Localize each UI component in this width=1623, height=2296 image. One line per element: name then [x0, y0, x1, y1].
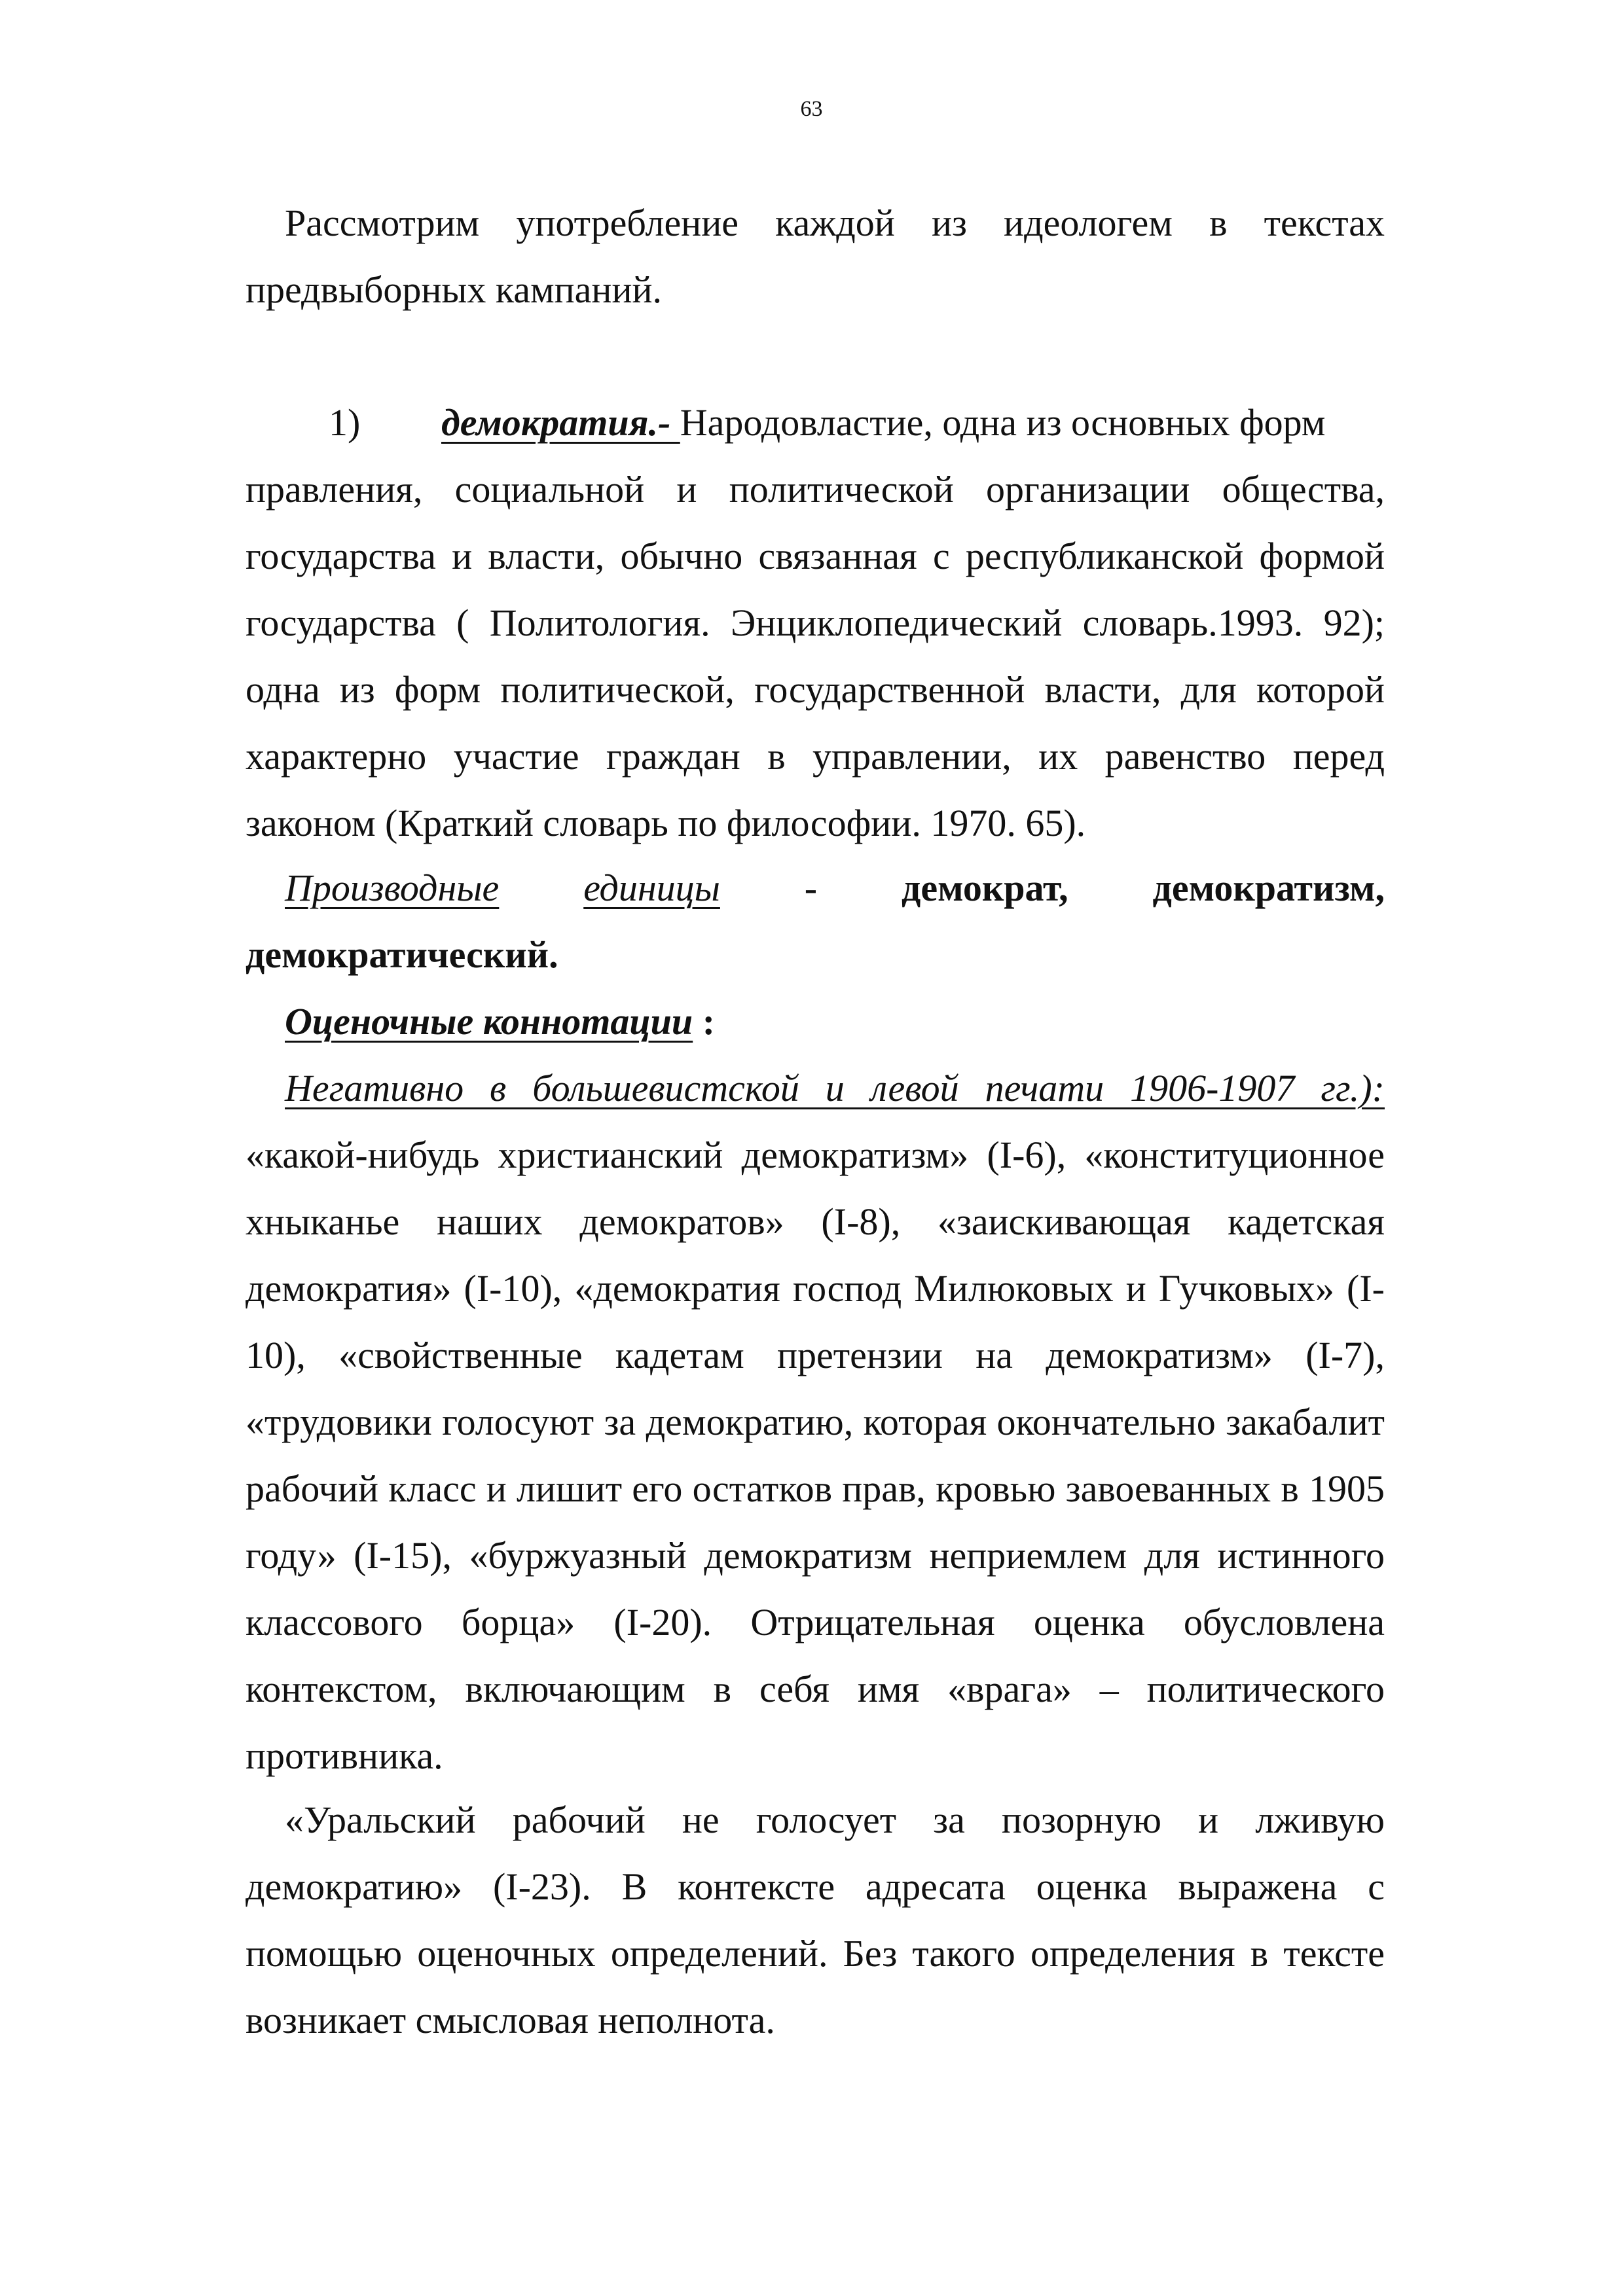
- derivatives-label-word1: Производные: [285, 867, 500, 909]
- closing-paragraph: «Уральский рабочий не голосует за позорную и лживую демократию» (I-23). В контексте адресата оценка выражена с помощью оценочных определений. Без такого определения в тексте возникает смысловая неполнота.: [246, 1799, 1385, 2041]
- derivatives-label-word2: единицы: [583, 867, 720, 909]
- derivatives-dash: -: [804, 867, 818, 909]
- connotations-heading-row: [246, 988, 1385, 1055]
- negative-heading: Негативно в большевистской и левой печати 1906-1907 гг.):: [285, 1067, 1385, 1109]
- derivatives-block: [246, 855, 1385, 988]
- derivative-democratic: демократический.: [246, 933, 558, 976]
- term-democracy: демократия.-: [441, 401, 680, 444]
- connotations-colon: :: [693, 1000, 716, 1043]
- derivative-democratism: демократизм,: [1152, 867, 1385, 909]
- negative-quotes-paragraph: «какой-нибудь христианский демократизм» (I-6), «конституционное хныканье наших демократов» (I-8), «заискивающая кадетская демократия» (I-10), «демократия господ Милюковых и Гучковых» (I-10), «свойственные кадетам претензии на демократизм» (I-7), «трудовики голосуют за демократию, которая окончательно закабалит рабочий класс и лишит его остатков прав, кровью завоеванных в 1905 году» (I-15), «буржуазный демократизм неприемлем для истинного классового борца» (I-20). Отрицательная оценка обусловлена контекстом, включающим в себя имя «врага» – политического противника.: [246, 1134, 1385, 1777]
- list-item-1-header: [329, 389, 1326, 456]
- page-number: 63: [800, 97, 823, 121]
- definition-start: Народовластие, одна из основных форм: [680, 401, 1326, 444]
- list-item-number: 1): [329, 401, 361, 444]
- derivatives-row: [246, 855, 1385, 922]
- intro-paragraph: Рассмотрим употребление каждой из идеологем в текстах предвыборных кампаний.: [246, 202, 1385, 311]
- definition-paragraph: правления, социальной и политической организации общества, государства и власти, обычно связанная с республиканской формой государства ( Политология. Энциклопедический словарь.1993. 92); одна из форм политической, государственной власти, для которой характерно участие граждан в управлении, их равенство перед законом (Краткий словарь по философии. 1970. 65).: [246, 468, 1385, 844]
- negative-heading-row: [246, 1055, 1385, 1122]
- derivative-democrat: демократ,: [902, 867, 1068, 909]
- connotations-heading: Оценочные коннотации: [285, 1000, 693, 1043]
